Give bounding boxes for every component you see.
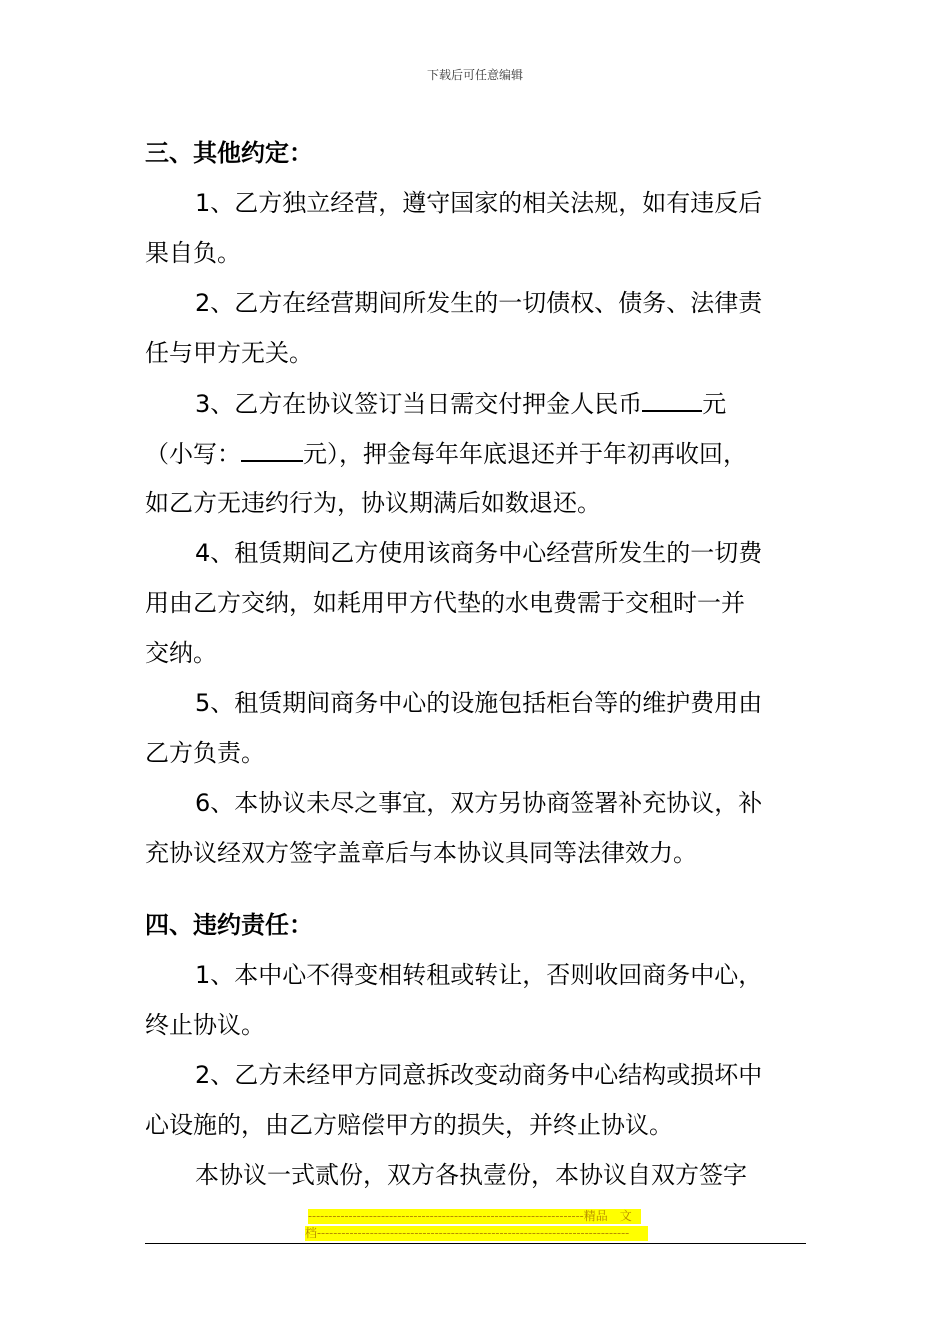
clause-3-1-line-2: 果自负。: [145, 239, 241, 267]
clause-3-4-line-3: 交纳。: [145, 639, 217, 667]
clause-3-4-line-2: 用由乙方交纳，如耗用甲方代垫的水电费需于交租时一并: [145, 589, 745, 617]
clause-3-5-line-1: 5、租赁期间商务中心的设施包括柜台等的维护费用由: [195, 689, 763, 717]
clause-4-1-line-1: 1、本中心不得变相转租或转让，否则收回商务中心，: [195, 961, 763, 989]
clause-3-6-line-1: 6、本协议未尽之事宜，双方另协商签署补充协议，补: [195, 789, 763, 817]
clause-3-3-line-3: 如乙方无违约行为，协议期满后如数退还。: [145, 489, 601, 517]
clause-3-1-line-1: 1、乙方独立经营，遵守国家的相关法规，如有违反后: [195, 189, 763, 217]
page-header: 下载后可任意编辑: [426, 68, 523, 82]
clause-3-5-line-2: 乙方负责。: [145, 739, 265, 767]
section-3-title: 三、其他约定：: [145, 139, 313, 167]
clause-3-3-text-a: 3、乙方在协议签订当日需交付押金人民币: [195, 390, 643, 418]
clause-3-3-line-2: [145, 438, 747, 469]
footer-watermark-line-2: 档-----------------------------------------------------------------------------: [305, 1226, 648, 1241]
footer-divider: [145, 1243, 806, 1244]
clause-3-3-text-b: 元: [702, 390, 727, 418]
closing-line: 本协议一式贰份，双方各执壹份，本协议自双方签字: [195, 1161, 747, 1189]
clause-4-2-line-2: 心设施的，由乙方赔偿甲方的损失，并终止协议。: [145, 1111, 673, 1139]
clause-3-2-line-1: 2、乙方在经营期间所发生的一切债权、债务、法律责: [195, 289, 763, 317]
clause-3-6-line-2: 充协议经双方签字盖章后与本协议具同等法律效力。: [145, 839, 697, 867]
clause-3-3-text-d: 元），押金每年年底退还并于年初再收回，: [303, 440, 747, 468]
clause-4-1-line-2: 终止协议。: [145, 1011, 265, 1039]
section-4-title: 四、违约责任：: [145, 911, 313, 939]
clause-3-3-text-c: （小写：: [145, 440, 241, 468]
deposit-lowercase-blank[interactable]: [241, 438, 303, 462]
deposit-amount-blank[interactable]: [642, 388, 702, 412]
footer-watermark-line-1: --------------------------------------------------------------------精品 文: [308, 1209, 641, 1224]
clause-3-4-line-1: 4、租赁期间乙方使用该商务中心经营所发生的一切费: [195, 539, 763, 567]
clause-3-2-line-2: 任与甲方无关。: [145, 339, 313, 367]
clause-4-2-line-1: 2、乙方未经甲方同意拆改变动商务中心结构或损坏中: [195, 1061, 763, 1089]
clause-3-3-line-1: [195, 388, 726, 419]
